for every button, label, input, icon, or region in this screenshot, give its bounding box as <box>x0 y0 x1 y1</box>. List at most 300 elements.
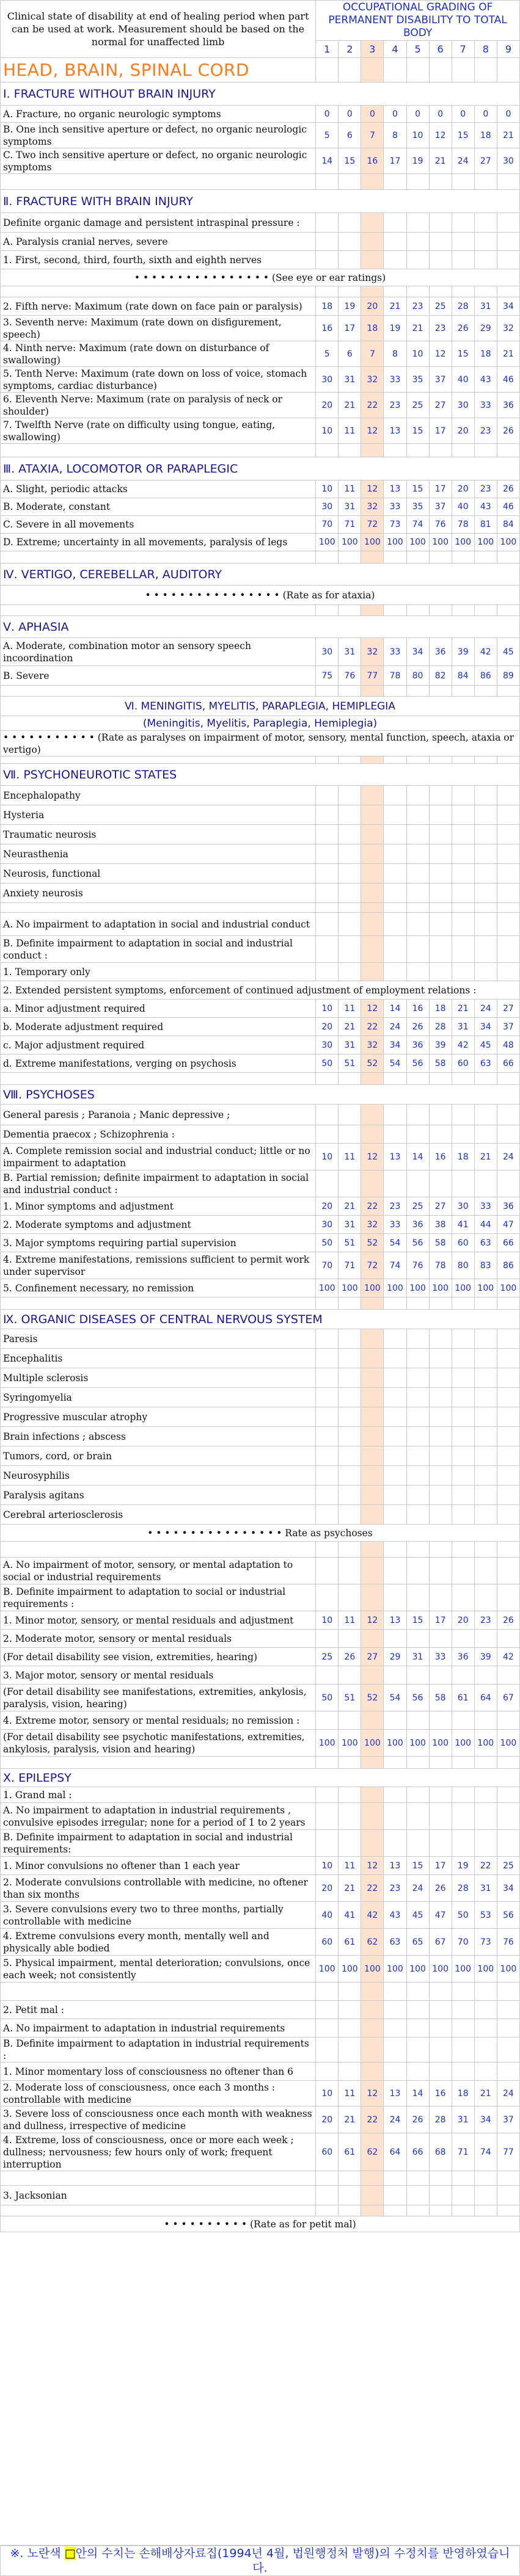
grade-value <box>497 1329 519 1349</box>
grade-value <box>406 1466 429 1486</box>
table-row <box>1 936 520 963</box>
grade-value: 25 <box>406 1197 429 1216</box>
spacer-cell <box>497 756 519 764</box>
table-row <box>1 1902 520 1929</box>
spacer-cell <box>406 1073 429 1085</box>
grade-value <box>339 936 361 963</box>
spacer-cell <box>339 174 361 190</box>
grade-value: 61 <box>339 1929 361 1956</box>
row-label: (For detail disability see manifestations, extremities, ankylosis, paralysis, vision, hearing) <box>1 1685 316 1711</box>
spacer-cell <box>452 1542 474 1558</box>
row-label: Encephalitis <box>1 1349 316 1368</box>
grade-value <box>339 1329 361 1349</box>
table-row <box>1 367 520 393</box>
grade-value <box>429 1125 452 1144</box>
grade-value <box>361 864 384 883</box>
row-label: General paresis ; Paranoia ; Manic depressive ; <box>1 1105 316 1125</box>
grade-value <box>497 1711 519 1730</box>
grade-value <box>361 1329 384 1349</box>
grade-value: 50 <box>316 1054 339 1073</box>
grade-value <box>316 2186 339 2205</box>
spacer-cell <box>429 2205 452 2216</box>
grade-value <box>339 1666 361 1685</box>
grade-value: 18 <box>452 2081 474 2106</box>
grade-value <box>497 1505 519 1525</box>
grade-value <box>406 2001 429 2019</box>
spacer-cell <box>384 174 406 190</box>
spacer-cell <box>361 551 384 564</box>
grade-value: 11 <box>339 1144 361 1170</box>
grade-value <box>497 1349 519 1368</box>
table-row <box>1 786 520 805</box>
grade-value <box>406 1368 429 1388</box>
grade-value <box>429 1505 452 1525</box>
grade-value <box>429 825 452 844</box>
grade-value <box>474 1125 497 1144</box>
grade-value <box>452 844 474 864</box>
grade-value <box>384 864 406 883</box>
grade-value: 27 <box>497 1000 519 1018</box>
section-heading: Ⅵ. MENINGITIS, MYELITIS, PARAPLEGIA, HEMIPLEGIA <box>1 697 520 716</box>
grade-value: 31 <box>452 1018 474 1036</box>
grade-value: 21 <box>339 2106 361 2133</box>
grade-value: 71 <box>339 516 361 534</box>
grade-value <box>384 1446 406 1466</box>
grade-value <box>406 1388 429 1407</box>
grade-value <box>452 1388 474 1407</box>
grade-value: 33 <box>384 498 406 516</box>
spacer-cell <box>497 1073 519 1085</box>
grade-value: 12 <box>429 123 452 148</box>
grade-value <box>316 786 339 805</box>
table-row <box>1 1857 520 1875</box>
spacer-cell <box>384 1542 406 1558</box>
table-row <box>1 1505 520 1525</box>
grade-value: 10 <box>316 1144 339 1170</box>
spacer-cell <box>1 903 316 913</box>
spacer-cell <box>497 444 519 457</box>
grade-value <box>316 1427 339 1446</box>
table-row <box>1 1803 520 1830</box>
grade-value: 12 <box>361 1857 384 1875</box>
grade-value: 30 <box>316 638 339 666</box>
grade-value <box>361 1170 384 1197</box>
grade-value: 100 <box>497 1730 519 1757</box>
grade-value <box>429 1329 452 1349</box>
grade-value: 100 <box>384 1956 406 1983</box>
section-row <box>1 190 520 213</box>
spacer-cell <box>316 1297 339 1310</box>
grade-value <box>429 913 452 936</box>
grade-value: 76 <box>429 516 452 534</box>
table-row <box>1 2063 520 2081</box>
spacer-cell <box>429 686 452 697</box>
grade-value: 45 <box>406 1902 429 1929</box>
grade-value <box>497 2019 519 2037</box>
grade-value: 33 <box>384 638 406 666</box>
grade-value <box>474 844 497 864</box>
grade-value: 81 <box>474 516 497 534</box>
grade-value <box>361 1803 384 1830</box>
spacer-cell <box>1 2171 316 2186</box>
grade-value <box>429 1486 452 1505</box>
grade-value: 23 <box>384 393 406 418</box>
spacer-cell <box>429 903 452 913</box>
spacer-cell <box>1 1297 316 1310</box>
spacer-cell <box>406 605 429 616</box>
table-row <box>1 1349 520 1368</box>
grade-value: 76 <box>339 666 361 686</box>
spacer-cell <box>384 2171 406 2186</box>
spacer-cell <box>384 903 406 913</box>
grade-value: 14 <box>316 148 339 174</box>
grade-value: 26 <box>497 481 519 498</box>
grade-value: 100 <box>406 1730 429 1757</box>
grade-value <box>429 805 452 825</box>
grade-value: 16 <box>406 1000 429 1018</box>
spacer-cell <box>497 2205 519 2216</box>
row-label: A. No impairment of motor, sensory, or mental adaptation to social or industrial requirements <box>1 1558 316 1584</box>
grade-value: 62 <box>361 1929 384 1956</box>
grade-value <box>406 805 429 825</box>
grade-value: 22 <box>361 1197 384 1216</box>
table-row <box>1 2081 520 2106</box>
grade-value: 100 <box>429 1279 452 1297</box>
grade-value <box>361 1466 384 1486</box>
spacer-cell <box>406 1542 429 1558</box>
grade-value <box>474 2186 497 2205</box>
grade-value <box>361 1486 384 1505</box>
spacer-cell <box>361 756 384 764</box>
row-label: B. Definite impairment to adaptation in industrial requirements : <box>1 2037 316 2063</box>
spacer-cell <box>474 444 497 457</box>
grade-value: 28 <box>429 1018 452 1036</box>
grade-value <box>474 233 497 251</box>
footer-note <box>0 2545 520 2576</box>
grade-value <box>316 213 339 233</box>
grade-value: 23 <box>384 1875 406 1902</box>
table-row <box>1 1685 520 1711</box>
spacer-cell <box>429 286 452 297</box>
spacer-cell <box>384 1073 406 1085</box>
grade-value <box>384 1329 406 1349</box>
grade-value <box>474 1787 497 1803</box>
grade-value <box>361 233 384 251</box>
grade-value <box>474 1446 497 1466</box>
grade-value <box>497 1486 519 1505</box>
column-number: 3 <box>361 41 384 58</box>
row-label: A. No impairment to adaptation in social and industrial conduct <box>1 913 316 936</box>
grade-value: 31 <box>339 1036 361 1054</box>
spacer-cell <box>384 286 406 297</box>
spacer-cell <box>384 2205 406 2216</box>
grade-value: 0 <box>474 106 497 123</box>
grade-value: 100 <box>452 1279 474 1297</box>
grade-value <box>497 2063 519 2081</box>
grade-value <box>406 1170 429 1197</box>
grade-value <box>429 2019 452 2037</box>
grade-value <box>429 864 452 883</box>
spacer-cell <box>429 551 452 564</box>
grade-value <box>429 1803 452 1830</box>
row-label: 3. Seventh nerve: Maximum (rate down on disfigurement, speech) <box>1 316 316 341</box>
grade-value <box>497 936 519 963</box>
grade-value: 0 <box>429 106 452 123</box>
grade-value <box>429 2037 452 2063</box>
grade-value: 0 <box>406 106 429 123</box>
table-row <box>1 1666 520 1685</box>
spacer-cell <box>474 174 497 190</box>
grade-value <box>339 2186 361 2205</box>
grade-value: 39 <box>474 1648 497 1666</box>
grade-value: 10 <box>316 1000 339 1018</box>
row-label: (For detail disability see psychotic manifestations, extremities, ankylosis, paralysis, vision and hearing) <box>1 1730 316 1757</box>
grade-value <box>406 1630 429 1648</box>
grade-value <box>429 844 452 864</box>
grade-value: 37 <box>497 1018 519 1036</box>
spacer-row <box>1 1757 520 1769</box>
grade-value: 35 <box>406 498 429 516</box>
grade-value: 73 <box>474 1929 497 1956</box>
spacer-cell <box>452 756 474 764</box>
grade-value <box>429 1368 452 1388</box>
grade-value <box>361 1787 384 1803</box>
row-label: A. No impairment to adaptation in industrial requirements <box>1 2019 316 2037</box>
grade-value: 56 <box>497 1902 519 1929</box>
grade-value: 73 <box>384 516 406 534</box>
grade-value: 21 <box>429 148 452 174</box>
grade-value <box>361 2001 384 2019</box>
grade-value <box>361 883 384 903</box>
grade-value <box>429 786 452 805</box>
spacer-cell <box>1 605 316 616</box>
row-label: Traumatic neurosis <box>1 825 316 844</box>
grade-value: 29 <box>474 316 497 341</box>
grade-value: 24 <box>497 1144 519 1170</box>
grade-value <box>452 1803 474 1830</box>
row-label: 3. Major motor, sensory or mental residuals <box>1 1666 316 1685</box>
grade-value <box>316 2063 339 2081</box>
spacer-row <box>1 903 520 913</box>
grade-value: 31 <box>452 2106 474 2133</box>
grade-value: 58 <box>429 1054 452 1073</box>
grade-value: 61 <box>452 1685 474 1711</box>
grade-value <box>361 1388 384 1407</box>
grade-value: 67 <box>429 1929 452 1956</box>
table-row <box>1 864 520 883</box>
grade-value <box>497 233 519 251</box>
grade-value <box>406 1803 429 1830</box>
grade-value <box>361 2037 384 2063</box>
grade-value <box>316 1830 339 1857</box>
grade-value: 11 <box>339 1611 361 1630</box>
spacer-cell <box>1 444 316 457</box>
grade-value <box>497 913 519 936</box>
row-label: 3. Severe convulsions every two to three months, partially controllable with medicine <box>1 1902 316 1929</box>
grade-value: 23 <box>384 1197 406 1216</box>
grade-value: 21 <box>339 1197 361 1216</box>
section-heading: Ⅶ. PSYCHONEUROTIC STATES <box>1 764 520 786</box>
grade-value: 13 <box>384 1611 406 1630</box>
row-label: 1. Minor momentary loss of consciousness no oftener than 6 <box>1 2063 316 2081</box>
row-label: 1. Minor symptoms and adjustment <box>1 1197 316 1216</box>
row-label: 2. Fifth nerve: Maximum (rate down on face pain or paralysis) <box>1 297 316 316</box>
grade-value <box>361 1666 384 1685</box>
table-row <box>1 1054 520 1073</box>
grade-value <box>361 2019 384 2037</box>
grade-value <box>474 1830 497 1857</box>
spacer-cell <box>1 1757 316 1769</box>
table-row <box>1 1388 520 1407</box>
grade-value <box>497 1830 519 1857</box>
grade-value <box>384 963 406 981</box>
spacer-cell <box>452 903 474 913</box>
spacer-cell <box>1 174 316 190</box>
table-row <box>1 2106 520 2133</box>
spacer-cell <box>429 605 452 616</box>
grade-value <box>406 251 429 269</box>
grade-value: 27 <box>429 1197 452 1216</box>
grade-value <box>452 1630 474 1648</box>
grade-value: 40 <box>452 367 474 393</box>
table-row <box>1 844 520 864</box>
column-number: 2 <box>339 41 361 58</box>
grade-value: 58 <box>429 1685 452 1711</box>
grade-value: 39 <box>429 1036 452 1054</box>
spacer-cell <box>1 2205 316 2216</box>
grade-value <box>497 1584 519 1611</box>
spacer-cell <box>474 286 497 297</box>
grade-value: 25 <box>497 1857 519 1875</box>
grade-value: 68 <box>429 2133 452 2171</box>
spacer-row <box>1 1983 520 2001</box>
grade-value: 26 <box>339 1648 361 1666</box>
section-heading: Ⅲ. ATAXIA, LOCOMOTOR OR PARAPLEGIC <box>1 457 520 481</box>
table-row <box>1 805 520 825</box>
row-label: 4. Extreme convulsions every month, mentally well and physically able bodied <box>1 1929 316 1956</box>
spacer-cell <box>384 1983 406 2001</box>
grade-value: 56 <box>406 1054 429 1073</box>
row-label: 5. Confinement necessary, no remission <box>1 1279 316 1297</box>
grade-value: 50 <box>316 1685 339 1711</box>
grade-value <box>384 1486 406 1505</box>
grade-value <box>497 844 519 864</box>
spacer-cell <box>406 174 429 190</box>
spacer-cell <box>1 1073 316 1085</box>
grade-value: 80 <box>452 1252 474 1279</box>
spacer-row <box>1 174 520 190</box>
grade-value: 37 <box>429 498 452 516</box>
row-label: D. Extreme; uncertainty in all movements, paralysis of legs <box>1 534 316 551</box>
grade-value <box>474 913 497 936</box>
spacer-cell <box>1 551 316 564</box>
table-row <box>1 2037 520 2063</box>
grade-value <box>316 233 339 251</box>
grade-value: 51 <box>339 1054 361 1073</box>
grade-value <box>406 1787 429 1803</box>
row-label: c. Major adjustment required <box>1 1036 316 1054</box>
grade-value: 50 <box>452 1902 474 1929</box>
spacer-cell <box>361 174 384 190</box>
grade-value: 25 <box>429 297 452 316</box>
grade-value: 47 <box>497 1216 519 1234</box>
grade-value: 61 <box>339 2133 361 2171</box>
row-label: 3. Major symptoms requiring partial supervision <box>1 1234 316 1252</box>
grade-value: 36 <box>429 638 452 666</box>
grade-value <box>474 1105 497 1125</box>
grade-value <box>406 2063 429 2081</box>
row-label: 7. Twelfth Nerve (rate on difficulty using tongue, eating, swallowing) <box>1 418 316 444</box>
table-row <box>1 516 520 534</box>
section-row <box>1 1310 520 1329</box>
spacer-cell <box>429 444 452 457</box>
spacer-cell <box>339 1073 361 1085</box>
grade-value: 21 <box>339 393 361 418</box>
row-label: Paresis <box>1 1329 316 1349</box>
grade-value <box>361 825 384 844</box>
grade-value: 63 <box>474 1234 497 1252</box>
grade-value: 71 <box>452 2133 474 2171</box>
grade-value: 33 <box>474 1197 497 1216</box>
section-row <box>1 1085 520 1105</box>
grade-value <box>339 1446 361 1466</box>
spacer-cell <box>429 1073 452 1085</box>
grade-value: 13 <box>384 1857 406 1875</box>
row-label: Tumors, cord, or brain <box>1 1446 316 1466</box>
grade-value <box>452 1170 474 1197</box>
grade-value <box>429 1558 452 1584</box>
grade-value: 0 <box>452 106 474 123</box>
row-label: A. Fracture, no organic neurologic symptoms <box>1 106 316 123</box>
grade-value <box>316 1170 339 1197</box>
grade-value <box>474 1505 497 1525</box>
grade-value: 100 <box>406 1279 429 1297</box>
grade-value: 19 <box>406 148 429 174</box>
grade-value <box>316 1803 339 1830</box>
spacer-cell <box>497 903 519 913</box>
grade-value <box>384 1584 406 1611</box>
grade-value: 15 <box>452 123 474 148</box>
grade-value: 7 <box>361 341 384 367</box>
spacer-row <box>1 286 520 297</box>
grade-value <box>474 1666 497 1685</box>
table-row <box>1 1329 520 1349</box>
grade-value <box>474 1407 497 1427</box>
column-number: 5 <box>406 41 429 58</box>
grade-value: 66 <box>497 1234 519 1252</box>
grade-value: 100 <box>429 1730 452 1757</box>
column-number: 9 <box>497 41 519 58</box>
section-heading: Ⅰ. FRACTURE WITHOUT BRAIN INJURY <box>1 82 520 106</box>
grade-value <box>452 1125 474 1144</box>
spacer-cell <box>474 686 497 697</box>
table-row <box>1 1611 520 1630</box>
spacer-cell <box>429 174 452 190</box>
grade-value: 37 <box>497 2106 519 2133</box>
spacer-cell <box>1 286 316 297</box>
grade-value <box>429 1630 452 1648</box>
table-row <box>1 1584 520 1611</box>
grade-value: 22 <box>361 1018 384 1036</box>
spacer-cell <box>406 2205 429 2216</box>
grade-value <box>316 1125 339 1144</box>
grade-value <box>406 1666 429 1685</box>
grade-value <box>497 1466 519 1486</box>
row-label: d. Extreme manifestations, verging on psychosis <box>1 1054 316 1073</box>
grade-value: 17 <box>429 1611 452 1630</box>
grade-value <box>429 1349 452 1368</box>
table-row <box>1 638 520 666</box>
